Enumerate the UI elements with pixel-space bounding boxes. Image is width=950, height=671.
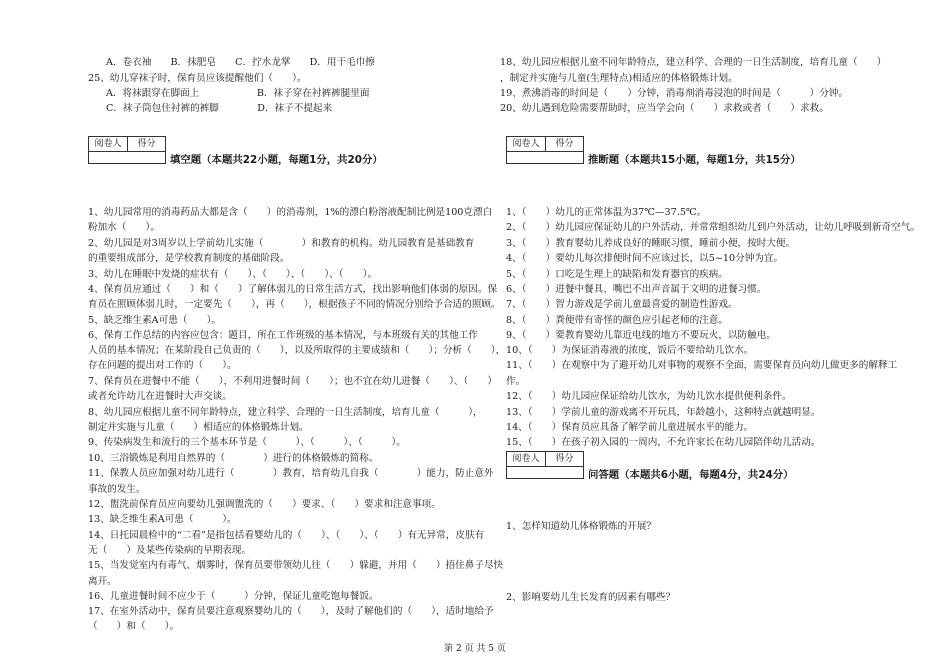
text-line: 8、幼儿园应根据儿童不同年龄特点，建立科学、合理的一日生活制度，培育儿童（ ）， (88, 407, 483, 418)
text-line: 2、幼儿园是对3周岁以上学前幼儿实施（ ）和教育的机构。幼儿园教育是基础教育 (88, 238, 475, 249)
text-line: 粉加水（ ）。 (88, 222, 160, 233)
score-box-blank (506, 466, 584, 479)
text-line: 的重要组成部分，是学校教育制度的基础阶段。 (88, 253, 290, 264)
text-line: ，制定并实施与儿童(生理特点)相适应的体格锻炼计划。 (500, 73, 738, 84)
text-line: （ ）和（ ）。 (88, 621, 180, 632)
question-text: 2、影响要幼儿生长发育的因素有哪些？ (506, 592, 676, 603)
text-line: 3、（ ）教育婴幼儿养成良好的睡眠习惯，睡前小便，按时大便。 (506, 238, 796, 249)
text-line: 9、传染病发生和流行的三个基本环节是（ ）、（ ）、（ ）。 (88, 437, 406, 448)
reviewer-label: 阅卷人 (89, 137, 128, 151)
text-line: 4、（ ）要幼儿每次排便时间不应该过长，以5~10分钟为宜。 (506, 253, 784, 264)
text-line: 1、幼儿园常用的消毒药品大都是含（ ）的消毒剂，1%的漂白粉溶液配制比例是100克漂白 (88, 207, 493, 218)
text-line: 14、日托园晨检中的“二看”是指包括看婴幼儿的（ ）、（ ）、（ ）有无异常，皮肤有 (88, 530, 485, 541)
text-line: 12、盥洗前保育员应向要幼儿强调盥洗的（ ）要求、（ ）要求和注意事项。 (88, 499, 441, 510)
text-line: 14、（ ）保育员应具备了解学前儿童进展水平的能力。 (506, 422, 754, 433)
text-line: 7、保育员在进餐中不能（ ），不利用进餐时间（ ）；也不宜在幼儿进餐（ ）、（ ） (88, 376, 498, 387)
score-label: 得分 (137, 139, 156, 149)
text-line: 7、（ ）智力游戏是学前儿童最喜爱的制造性游戏。 (506, 299, 738, 310)
score-label: 得分 (555, 139, 574, 149)
text-line: 11、（ ）在观察中为了避开幼儿对事物的观察不全面，需要保育员向幼儿做更多的解释工 (506, 360, 898, 371)
text-line: 15、（ ）在孩子初入园的一周内，不允许家长在幼儿园陪伴幼儿活动。 (506, 437, 821, 448)
text-line: 存在问题的提出对工作的（ ）。 (88, 360, 237, 371)
score-box (88, 136, 166, 152)
text-line: 12、（ ）幼儿园应保证给幼儿饮水，为幼儿饮水提供便利条件。 (506, 391, 792, 402)
option-line: A．卷衣袖 B．抹肥皂 C．拧水龙掌 D．用干毛巾擦 (106, 57, 375, 68)
option-line: A．将袜跟穿在脚面上 B．袜子穿在衬裤裤腿里面 (106, 88, 370, 99)
question-line: 25、幼儿穿袜子时，保育员应该提醒他们（ ）。 (88, 73, 307, 84)
reviewer-label: 阅卷人 (507, 137, 546, 151)
text-line: 5、缺乏维生素A可患（ ）。 (88, 315, 221, 326)
text-line: 6、（ ）进餐中餐具、嘴巴不出声音属于文明的进餐习惯。 (506, 284, 767, 295)
score-box (506, 451, 584, 467)
section-title-fill-blank: 填空题（本题共22小题，每题1分，共20分） (170, 154, 383, 166)
score-box-blank (88, 151, 166, 164)
text-line: 20、幼儿遇到危险需要帮助时，应当学会向（ ）求救或者（ ）求救。 (500, 103, 829, 114)
text-line: 18、幼儿园应根据儿童不同年龄特点，建立科学、合理的一日生活制度，培育儿童（ ） (500, 57, 887, 68)
text-line: 6、保育工作总结的内容应包含：题目，所在工作班级的基本情况，与本班级有关的其他工作 (88, 330, 478, 341)
text-line: 作。 (506, 376, 526, 387)
score-box-blank (506, 151, 584, 164)
text-line: 3、幼儿在睡眠中发烧的症状有（ ）、（ ）、（ ）、（ ）。 (88, 269, 378, 280)
score-label: 得分 (555, 454, 574, 464)
section-title-qa: 问答题（本题共6小题，每题4分，共24分） (588, 469, 794, 481)
text-line: 育员在照顾体弱儿时，一定要先（ ），再（ ），根据孩子不同的情况分别给予合适的照顾。 (88, 299, 501, 310)
text-line: 11、保教人员应加强对幼儿进行（ ）教育，培育幼儿自我（ ）能力，防止意外 (88, 468, 494, 479)
option-line: C．袜子筒包住衬裤的裤脚 D．袜子不提起来 (106, 103, 333, 114)
text-line: 16、儿童进餐时间不应少于（ ）分钟，保证儿童吃饱每餐饭。 (88, 591, 379, 602)
text-line: 10、三浴锻炼是利用自然界的（ ）进行的体格锻炼的简称。 (88, 453, 379, 464)
score-box (506, 136, 584, 152)
text-line: 制定并实施与儿童（ ）相适应的体格锻炼计划。 (88, 422, 309, 433)
question-text: 1、怎样知道幼儿体格锻炼的开展？ (506, 521, 657, 532)
text-line: 人员的基本情况；在某阶段自己负责的（ ），以及所取得的主要成绩和（ ）；分析（ ）， (88, 345, 506, 356)
text-line: 无（ ）及某些传染病的早期表现。 (88, 545, 252, 556)
text-line: 13、（ ）学前儿童的游戏离不开玩具，年龄越小，这种特点就越明显。 (506, 407, 821, 418)
text-line: 4、保育员应通过（ ）和（ ）了解体弱儿的日常生活方式，找出影响他们体弱的原因。保 (88, 284, 498, 295)
page-footer: 第 2 页 共 5 页 (444, 644, 506, 654)
text-line: 13、缺乏维生素A可患（ ）。 (88, 514, 237, 525)
text-line: 19、煮沸消毒的时间是（ ）分钟，消毒剂消毒浸泡的时间是（ ）分钟。 (500, 88, 848, 99)
text-line: 离开。 (88, 576, 117, 587)
section-title-true-false: 推断题（本题共15小题，每题1分，共15分） (588, 154, 801, 166)
text-line: 15、当发觉室内有毒气、烟雾时，保育员要带领幼儿往（ ）躲避，并用（ ）捂住鼻子尽快 (88, 560, 504, 571)
reviewer-label: 阅卷人 (507, 452, 546, 466)
text-line: 5、（ ）口吃是生理上的缺陷和发育器官的疾病。 (506, 269, 728, 280)
text-line: 1、（ ）幼儿的正常体温为37℃—37.5℃。 (506, 207, 707, 218)
text-line: 事故的发生。 (88, 484, 146, 495)
text-line: 8、（ ）粪便带有寄怪的颜色应引起老师的注意。 (506, 315, 728, 326)
text-line: 17、在室外活动中，保育员要注意观察婴幼儿的（ ），及时了解他们的（ ），适时地给予 (88, 606, 494, 617)
text-line: 或者允许幼儿在进餐时大声交谈。 (88, 391, 232, 402)
text-line: 9、（ ）要教育婴幼儿靠近电线的地方不要玩火，以防触电。 (506, 330, 776, 341)
text-line: 2、（ ）幼儿园应保证幼儿的户外活动，并常常组织幼儿到户外活动，让幼儿呼吸到新奇空气。 (506, 222, 920, 233)
text-line: 10、（ ）为保证消毒液的浓度，饭后不要给幼儿饮水。 (506, 345, 754, 356)
